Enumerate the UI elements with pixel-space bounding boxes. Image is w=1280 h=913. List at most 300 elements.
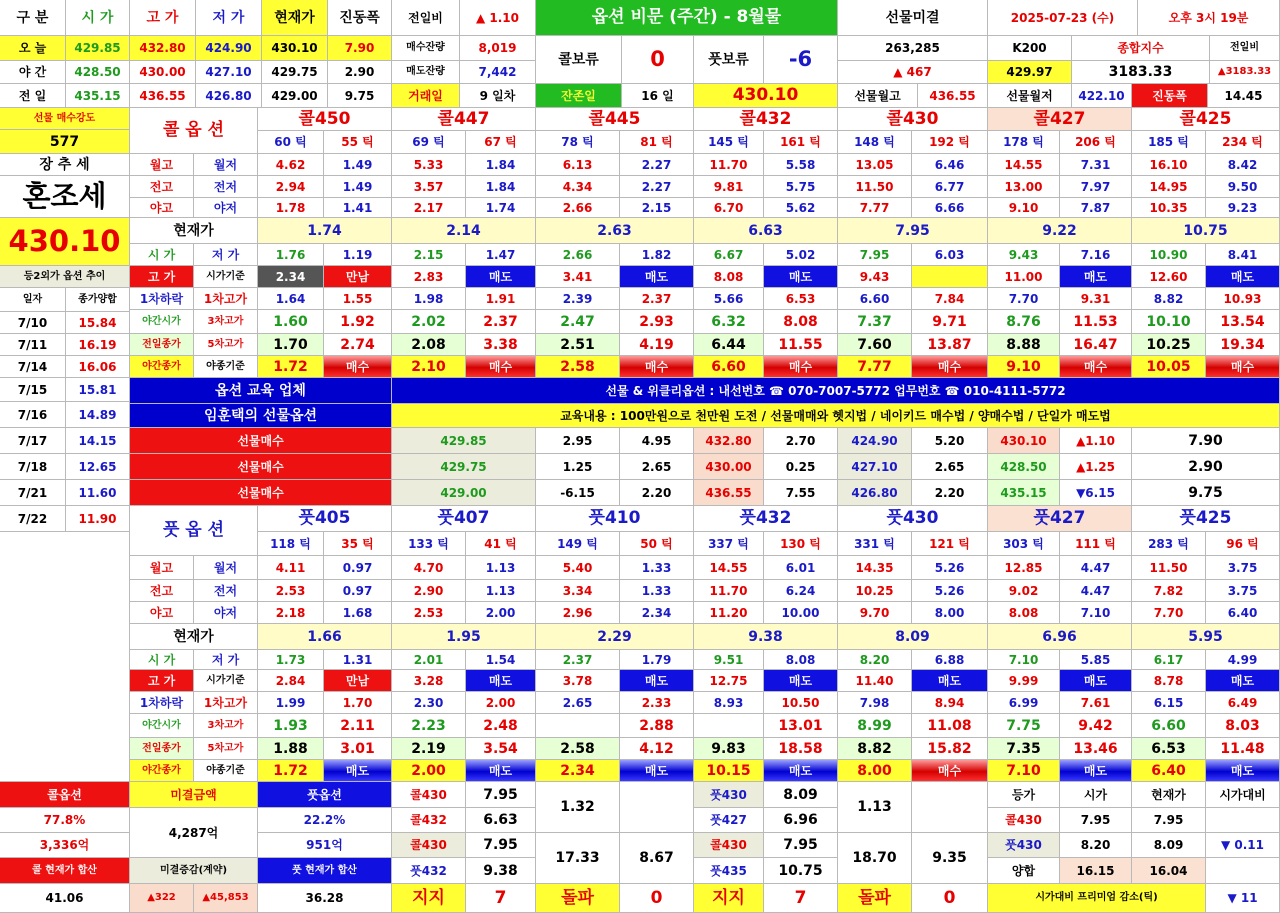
- call-signal: 매도: [466, 266, 536, 288]
- call-low: 1.47: [466, 244, 536, 266]
- sum-label: 종가양합: [66, 288, 130, 312]
- header-col-label: 구 분: [0, 0, 66, 36]
- call-current: 2.14: [392, 218, 536, 244]
- call-open-label: 시 가: [130, 244, 194, 266]
- call-night-open-label: 야간시가: [130, 310, 194, 334]
- call-tick-b: 81 틱: [620, 131, 694, 154]
- kospi-diff-label: 전일비: [1210, 36, 1280, 61]
- put-pl: 4.47: [1060, 580, 1132, 602]
- call-night-open: 6.32: [694, 310, 764, 334]
- pair-right-name: 콜430: [694, 833, 764, 858]
- call-rise1: 2.37: [620, 288, 694, 310]
- put-high: 2.84: [258, 670, 324, 692]
- call-tick-a: 69 틱: [392, 131, 466, 154]
- put-tick-a: 283 틱: [1132, 532, 1206, 556]
- header-col-label: 진동폭: [328, 0, 392, 36]
- call-signal: [912, 266, 988, 288]
- oi-label: 선물미결: [838, 0, 988, 36]
- vib-label: 진동폭: [1132, 84, 1208, 108]
- futures-buy-label: 선물매수: [130, 428, 392, 454]
- call-night-close: 10.05: [1132, 356, 1206, 378]
- history-date: 7/14: [0, 356, 66, 378]
- put-rise1: 2.00: [466, 692, 536, 714]
- put-nh: 11.20: [694, 602, 764, 624]
- put-rise3-label: 3차고가: [194, 714, 258, 738]
- put-night-open: 2.23: [392, 714, 466, 738]
- history-value: 14.89: [66, 402, 130, 428]
- header-label: 전 일: [0, 84, 66, 108]
- call-rise1: 6.53: [764, 288, 838, 310]
- k200: 429.97: [988, 61, 1072, 84]
- put-ph: 9.02: [988, 580, 1060, 602]
- history-value: 16.19: [66, 334, 130, 356]
- call-high-label: 고 가: [130, 266, 194, 288]
- header-col-label: 시 가: [66, 0, 130, 36]
- call-rise1: 1.55: [324, 288, 392, 310]
- history-date: 7/10: [0, 312, 66, 334]
- put-high: 12.75: [694, 670, 764, 692]
- call-nl: 1.41: [324, 198, 392, 218]
- put-low: 1.54: [466, 650, 536, 670]
- call-low: 1.82: [620, 244, 694, 266]
- call-tick-b: 55 틱: [324, 131, 392, 154]
- put-dip1-label: 1차하락: [130, 692, 194, 714]
- history-date: 7/22: [0, 506, 66, 532]
- eq-call-open: 7.95: [1060, 808, 1132, 833]
- call-open: 6.67: [694, 244, 764, 266]
- call-nh: 6.70: [694, 198, 764, 218]
- call-night-signal: 매수: [620, 356, 694, 378]
- pair-right-value: 10.75: [764, 858, 838, 884]
- put-prev-close: 2.19: [392, 738, 466, 760]
- edu-contact: 선물 & 위클리옵션 : 내선번호 ☎ 070-7007-5772 업무번호 ☎ 010-4111-5772: [392, 378, 1280, 404]
- edu-line1: 옵션 교육 업체: [130, 378, 392, 404]
- put-night-open-label: 야간시가: [130, 714, 194, 738]
- call-nh: 7.77: [838, 198, 912, 218]
- call-mh: 6.13: [536, 154, 620, 176]
- put-pl: 6.24: [764, 580, 838, 602]
- call-low-label: 저 가: [194, 244, 258, 266]
- futures-a: 429.00: [392, 480, 536, 506]
- call-open: 9.43: [988, 244, 1060, 266]
- call-rise1: 9.31: [1060, 288, 1132, 310]
- call-dip1: 6.60: [838, 288, 912, 310]
- pair-left-value: 7.95: [466, 782, 536, 808]
- call-tick-a: 145 틱: [694, 131, 764, 154]
- history-value: 11.90: [66, 506, 130, 532]
- pair-right-name: 풋435: [694, 858, 764, 884]
- buy-remain-label: 매수잔량: [392, 36, 460, 61]
- put-tick-b: 111 틱: [1060, 532, 1132, 556]
- put-high: 11.40: [838, 670, 912, 692]
- breakout2-label: 돌파: [838, 884, 912, 913]
- call-rise5: 16.47: [1060, 334, 1132, 356]
- call-tick-a: 185 틱: [1132, 131, 1206, 154]
- put-rise5: 3.54: [466, 738, 536, 760]
- put-tick-b: 41 틱: [466, 532, 536, 556]
- call-ml: 8.42: [1206, 154, 1280, 176]
- put-strike-name: 풋405: [258, 506, 392, 532]
- put-mh: 4.11: [258, 556, 324, 580]
- futures-g: 5.20: [912, 428, 988, 454]
- futures-e: 0.25: [764, 454, 838, 480]
- put-pl: 5.26: [912, 580, 988, 602]
- put-prev-close: 2.58: [536, 738, 620, 760]
- call-rise3: 9.71: [912, 310, 988, 334]
- call-night-close-label: 야간종가: [130, 356, 194, 378]
- call-signal: 만남: [324, 266, 392, 288]
- support-label: 지지: [392, 884, 466, 913]
- put-tick-b: 121 틱: [912, 532, 988, 556]
- put-dip1: 7.98: [838, 692, 912, 714]
- call-night-open: 7.37: [838, 310, 912, 334]
- call-ph: 14.95: [1132, 176, 1206, 198]
- call-high: 8.08: [694, 266, 764, 288]
- call-rise5: 3.38: [466, 334, 536, 356]
- breakout2-value: 0: [912, 884, 988, 913]
- put-strike-name: 풋410: [536, 506, 694, 532]
- call-high: 11.00: [988, 266, 1060, 288]
- call-low: 7.16: [1060, 244, 1132, 266]
- sell-remain-label: 매도잔량: [392, 61, 460, 84]
- call-open: 2.15: [392, 244, 466, 266]
- futures-g: 2.20: [912, 480, 988, 506]
- put-current: 1.95: [392, 624, 536, 650]
- put-nl: 8.00: [912, 602, 988, 624]
- put-night-signal: 매도: [764, 760, 838, 782]
- put-mh: 14.35: [838, 556, 912, 580]
- put-signal: 매도: [1060, 670, 1132, 692]
- mid-right-3: 9.35: [912, 833, 988, 884]
- call-high: 2.34: [258, 266, 324, 288]
- history-date: 7/16: [0, 402, 66, 428]
- call-dip1: 5.66: [694, 288, 764, 310]
- put-ml: 1.33: [620, 556, 694, 580]
- put-rise1: 1.70: [324, 692, 392, 714]
- put-month_high-label: 월고: [130, 556, 194, 580]
- call-dip1: 2.39: [536, 288, 620, 310]
- call-current: 7.95: [838, 218, 988, 244]
- call-rise3: 2.93: [620, 310, 694, 334]
- put-night-close: 8.00: [838, 760, 912, 782]
- trend: 혼조세: [0, 176, 130, 218]
- call-rise5: 2.74: [324, 334, 392, 356]
- put-ml: 5.26: [912, 556, 988, 580]
- futures-d: 436.55: [694, 480, 764, 506]
- put-rise1-label: 1차고가: [194, 692, 258, 714]
- futures-f: 424.90: [838, 428, 912, 454]
- put-rise3: 2.88: [620, 714, 694, 738]
- call-prev-close: 2.51: [536, 334, 620, 356]
- call-night_high-label: 야고: [130, 198, 194, 218]
- futures-c: 2.20: [620, 480, 694, 506]
- call-low: 6.03: [912, 244, 988, 266]
- eq-header: 시가: [1060, 782, 1132, 808]
- call-strike-name: 콜445: [536, 108, 694, 131]
- futures-c: 2.65: [620, 454, 694, 480]
- put-nh: 2.18: [258, 602, 324, 624]
- put-strike-name: 풋427: [988, 506, 1132, 532]
- put-mh: 14.55: [694, 556, 764, 580]
- eq-header: 등가: [988, 782, 1060, 808]
- pair-right-value: 7.95: [764, 833, 838, 858]
- call-strike-name: 콜450: [258, 108, 392, 131]
- header-low: 424.90: [196, 36, 262, 61]
- call-rise5: 11.55: [764, 334, 838, 356]
- call-prev-close: 7.60: [838, 334, 912, 356]
- put-open: 8.20: [838, 650, 912, 670]
- put-rise5-label: 5차고가: [194, 738, 258, 760]
- call-tick-b: 161 틱: [764, 131, 838, 154]
- futures-h: 435.15: [988, 480, 1060, 506]
- call-pl: 1.84: [466, 176, 536, 198]
- put-tick-b: 50 틱: [620, 532, 694, 556]
- kospi-diff: ▲3183.33: [1210, 61, 1280, 84]
- support-value: 7: [466, 884, 536, 913]
- call-open: 1.76: [258, 244, 324, 266]
- put-tick-a: 149 틱: [536, 532, 620, 556]
- futures-i: ▼6.15: [1060, 480, 1132, 506]
- eq-call-diff: [1206, 808, 1280, 833]
- call-mh: 16.10: [1132, 154, 1206, 176]
- call-current: 1.74: [258, 218, 392, 244]
- put-prev_low-label: 전저: [194, 580, 258, 602]
- put-nh: 2.96: [536, 602, 620, 624]
- pair-left-name: 콜430: [392, 833, 466, 858]
- bottom-put-amt: 951억: [258, 833, 392, 858]
- put-prev-close: 9.83: [694, 738, 764, 760]
- call-night-close: 2.10: [392, 356, 466, 378]
- call-prev_low-label: 전저: [194, 176, 258, 198]
- call-ph: 9.81: [694, 176, 764, 198]
- call-pl: 2.27: [620, 176, 694, 198]
- put-open: 7.10: [988, 650, 1060, 670]
- put-low: 6.88: [912, 650, 988, 670]
- put-mh: 12.85: [988, 556, 1060, 580]
- put-mh: 5.40: [536, 556, 620, 580]
- put-current: 8.09: [838, 624, 988, 650]
- call-tick-a: 148 틱: [838, 131, 912, 154]
- futures-h: 428.50: [988, 454, 1060, 480]
- futures-f: 427.10: [838, 454, 912, 480]
- call-night-open: 8.76: [988, 310, 1060, 334]
- call-pl: 7.97: [1060, 176, 1132, 198]
- call-rise5-label: 5차고가: [194, 334, 258, 356]
- call-strike-name: 콜432: [694, 108, 838, 131]
- call-pl: 1.49: [324, 176, 392, 198]
- put-nl: 6.40: [1206, 602, 1280, 624]
- mid-left-3: 8.67: [620, 833, 694, 884]
- pair-right-name: 풋430: [694, 782, 764, 808]
- mid-right-1: 1.13: [838, 782, 912, 833]
- pair-right-name: 풋427: [694, 808, 764, 833]
- put-night-close: 10.15: [694, 760, 764, 782]
- call-high: 9.43: [838, 266, 912, 288]
- put-rise1: 2.33: [620, 692, 694, 714]
- call-mh: 5.33: [392, 154, 466, 176]
- eq-call-name: 콜430: [988, 808, 1060, 833]
- put-title: 풋 옵 션: [130, 506, 258, 556]
- call-pl: 6.77: [912, 176, 988, 198]
- put-prev_high-label: 전고: [130, 580, 194, 602]
- history-value: 14.15: [66, 428, 130, 454]
- put-high: 9.99: [988, 670, 1060, 692]
- bottom-oi-amt-label: 미결금액: [130, 782, 258, 808]
- support2-value: 7: [764, 884, 838, 913]
- call-strike-name: 콜427: [988, 108, 1132, 131]
- futures-b: 1.25: [536, 454, 620, 480]
- put-nh: 9.70: [838, 602, 912, 624]
- eq-sum-open: 16.15: [1060, 858, 1132, 884]
- put-night-close: 2.00: [392, 760, 466, 782]
- call-prev-close: 2.08: [392, 334, 466, 356]
- bottom-oi-change-label: 미결증감(계약): [130, 858, 258, 884]
- call-current: 9.22: [988, 218, 1132, 244]
- bottom-oi-change-b: ▲45,853: [194, 884, 258, 913]
- put-tick-b: 96 틱: [1206, 532, 1280, 556]
- mid-left-2: 17.33: [536, 833, 620, 884]
- put-high-label: 고 가: [130, 670, 194, 692]
- put-pl: 1.33: [620, 580, 694, 602]
- call-high: 3.41: [536, 266, 620, 288]
- call-night_low-label: 야저: [194, 198, 258, 218]
- call-tick-b: 192 틱: [912, 131, 988, 154]
- call-prev-close: 8.88: [988, 334, 1060, 356]
- futures-b: -6.15: [536, 480, 620, 506]
- futures-d: 430.00: [694, 454, 764, 480]
- put-low: 1.79: [620, 650, 694, 670]
- fut-month-low-label: 선물월저: [988, 84, 1072, 108]
- put-rise5: 11.48: [1206, 738, 1280, 760]
- put-low-label: 저 가: [194, 650, 258, 670]
- history-date: 7/18: [0, 454, 66, 480]
- breakout-label: 돌파: [536, 884, 620, 913]
- call-prev-close-label: 전일종가: [130, 334, 194, 356]
- call-ml: 2.27: [620, 154, 694, 176]
- buy-remain: 8,019: [460, 36, 536, 61]
- put-rise1: 10.50: [764, 692, 838, 714]
- kospi: 3183.33: [1072, 61, 1210, 84]
- put-strike-name: 풋432: [694, 506, 838, 532]
- eq-put-current: 8.09: [1132, 833, 1206, 858]
- put-night_low-label: 야저: [194, 602, 258, 624]
- put-current-label: 현재가: [130, 624, 258, 650]
- put-open: 1.73: [258, 650, 324, 670]
- put-high: 8.78: [1132, 670, 1206, 692]
- call-rise3: 8.08: [764, 310, 838, 334]
- put-rise3: 9.42: [1060, 714, 1132, 738]
- put-tick-a: 133 틱: [392, 532, 466, 556]
- call-nh: 2.17: [392, 198, 466, 218]
- oi-change: ▲ 467: [838, 61, 988, 84]
- put-open-base-label: 시가기준: [194, 670, 258, 692]
- put-nh: 8.08: [988, 602, 1060, 624]
- strength-label: 선물 매수강도: [0, 108, 130, 130]
- put-rise1: 6.49: [1206, 692, 1280, 714]
- put-low: 4.99: [1206, 650, 1280, 670]
- history-date: 7/21: [0, 480, 66, 506]
- futures-a: 429.85: [392, 428, 536, 454]
- k200-label: K200: [988, 36, 1072, 61]
- futures-i: ▲1.25: [1060, 454, 1132, 480]
- put-prev-close-label: 전일종가: [130, 738, 194, 760]
- bottom-call-label: 콜옵션: [0, 782, 130, 808]
- fut-month-high: 436.55: [918, 84, 988, 108]
- call-pl: 5.75: [764, 176, 838, 198]
- oi-value: 263,285: [838, 36, 988, 61]
- put-month_low-label: 월저: [194, 556, 258, 580]
- call-current: 6.63: [694, 218, 838, 244]
- put-low: 5.85: [1060, 650, 1132, 670]
- history-date: 7/15: [0, 378, 66, 402]
- put-dip1: 2.65: [536, 692, 620, 714]
- pair-right-value: 8.09: [764, 782, 838, 808]
- prev-diff-label: 전일비: [392, 0, 460, 36]
- call-open-base-label: 시가기준: [194, 266, 258, 288]
- call-ph: 2.94: [258, 176, 324, 198]
- put-ph: 2.90: [392, 580, 466, 602]
- call-night-close: 6.60: [694, 356, 764, 378]
- call-ph: 13.00: [988, 176, 1060, 198]
- call-nl: 5.62: [764, 198, 838, 218]
- call-rise3: 11.53: [1060, 310, 1132, 334]
- call-night-signal: 매수: [764, 356, 838, 378]
- bottom-call-sum: 41.06: [0, 884, 130, 913]
- call-night-open: 2.02: [392, 310, 466, 334]
- put-nl: 10.00: [764, 602, 838, 624]
- futures-a: 429.75: [392, 454, 536, 480]
- put-ml: 3.75: [1206, 556, 1280, 580]
- call-nh: 10.35: [1132, 198, 1206, 218]
- call-signal: 매도: [620, 266, 694, 288]
- trend-label: 장 추 세: [0, 154, 130, 176]
- put-signal: 매도: [764, 670, 838, 692]
- call-rise1: 10.93: [1206, 288, 1280, 310]
- put-night-signal: 매도: [620, 760, 694, 782]
- futures-buy-label: 선물매수: [130, 454, 392, 480]
- put-nl: 7.10: [1060, 602, 1132, 624]
- header-high: 432.80: [130, 36, 196, 61]
- call-strike-name: 콜430: [838, 108, 988, 131]
- call-night-open: 1.60: [258, 310, 324, 334]
- page-title: 옵션 비문 (주간) - 8월물: [536, 0, 838, 36]
- call-night-signal: 매수: [912, 356, 988, 378]
- put-current: 6.96: [988, 624, 1132, 650]
- mid-left-blank: [620, 782, 694, 833]
- bottom-oi-change-a: ▲322: [130, 884, 194, 913]
- put-mh: 11.50: [1132, 556, 1206, 580]
- put-night-open: 7.75: [988, 714, 1060, 738]
- call-hold-label: 콜보류: [536, 36, 622, 84]
- bottom-call-sum-label: 콜 현재가 합산: [0, 858, 130, 884]
- put-nh: 7.70: [1132, 602, 1206, 624]
- put-current: 9.38: [694, 624, 838, 650]
- put-night_high-label: 야고: [130, 602, 194, 624]
- header-cur: 430.10: [262, 36, 328, 61]
- call-signal: 매도: [1060, 266, 1132, 288]
- call-title: 콜 옵 션: [130, 108, 258, 154]
- call-tick-b: 206 틱: [1060, 131, 1132, 154]
- call-rise1-label: 1차고가: [194, 288, 258, 310]
- bottom-put-sum-label: 풋 현재가 합산: [258, 858, 392, 884]
- futures-d: 432.80: [694, 428, 764, 454]
- call-open: 2.66: [536, 244, 620, 266]
- eq-call-current: 7.95: [1132, 808, 1206, 833]
- put-rise5: 13.46: [1060, 738, 1132, 760]
- call-high: 2.83: [392, 266, 466, 288]
- call-ph: 4.34: [536, 176, 620, 198]
- header-cur: 429.00: [262, 84, 328, 108]
